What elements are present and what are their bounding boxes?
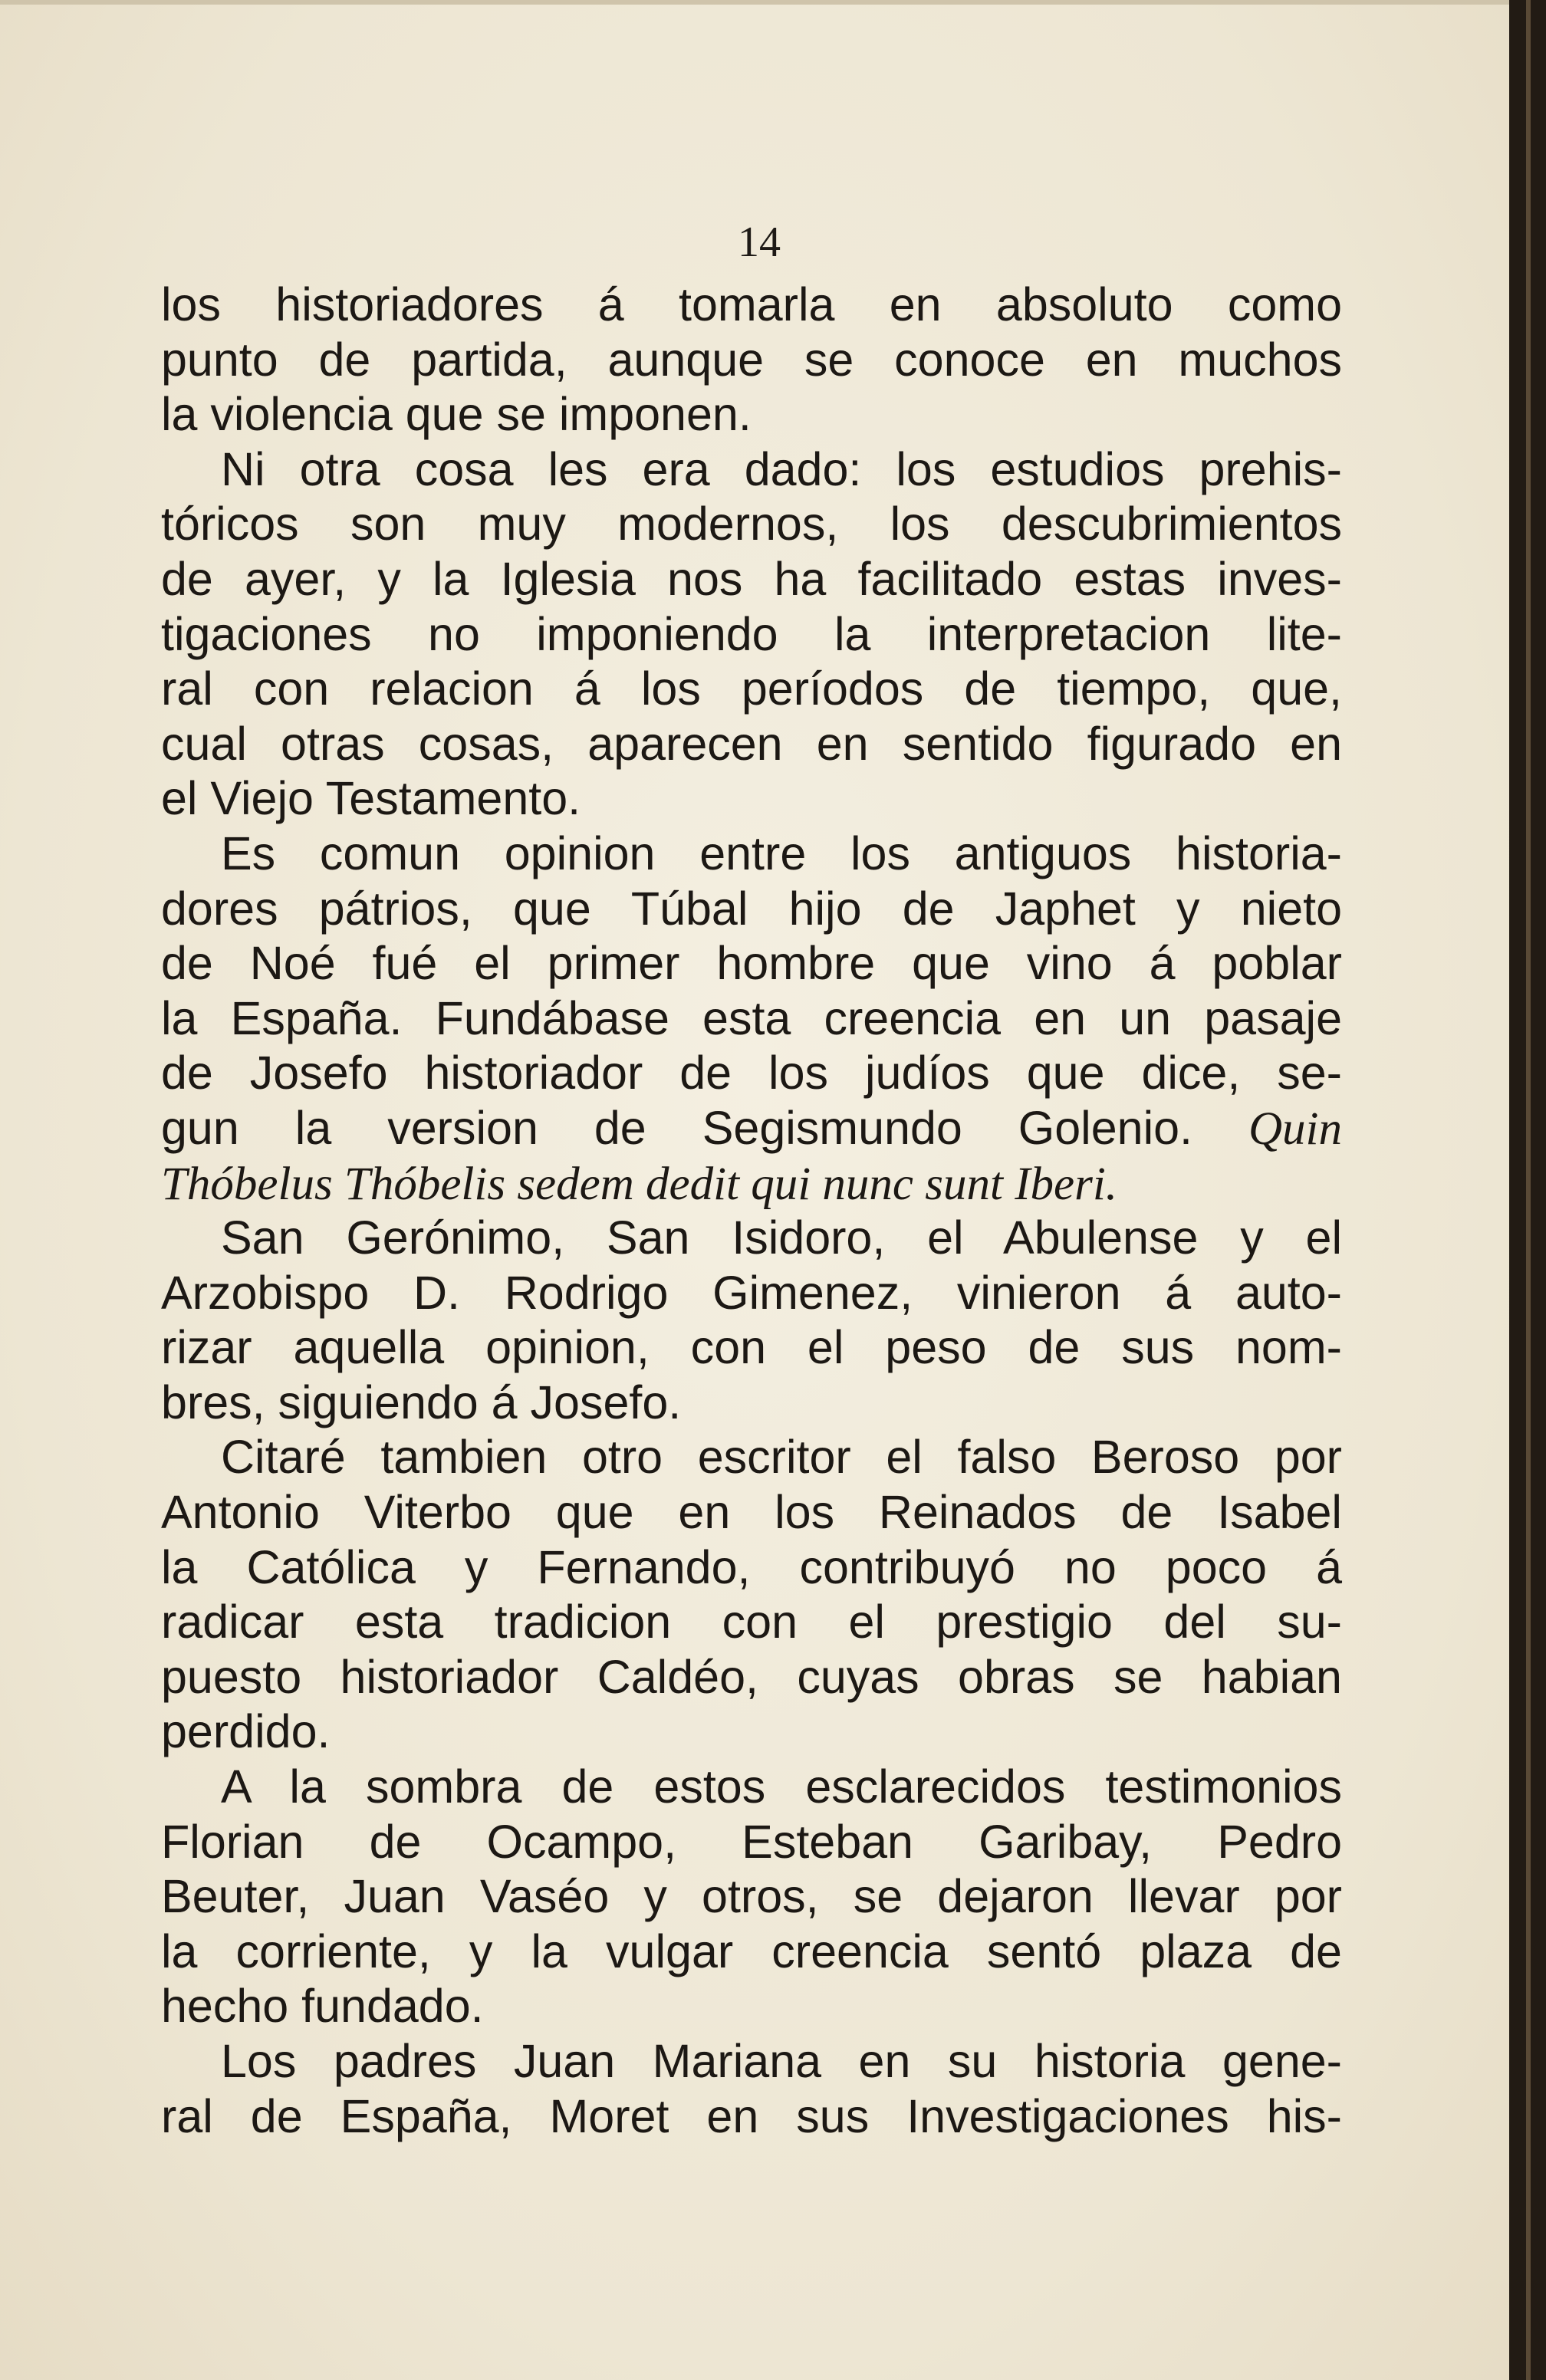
text-segment: bres, siguiendo á Josefo. [161,1376,682,1428]
text-segment: ral con relacion á los períodos de tiempo, que, [161,662,1342,715]
text-segment: Antonio Viterbo que en los Reinados de Isabel [161,1486,1342,1539]
text-segment: ral de España, Moret en sus Investigaciones his- [161,2089,1342,2142]
text-line [161,1266,1342,1321]
text-line [161,882,1342,937]
italic-text-segment: Quin [1248,1103,1342,1155]
text-line [161,827,1342,882]
text-line [161,1485,1342,1540]
text-segment: dores pátrios, que Túbal hijo de Japhet y nieto [161,882,1342,935]
text-segment: Citaré tambien otro escritor el falso Beroso por [221,1431,1342,1484]
text-line [161,1211,1342,1266]
text-segment: rizar aquella opinion, con el peso de sus nom- [161,1321,1342,1374]
text-line [161,1869,1342,1925]
text-segment: de Noé fué el primer hombre que vino á poblar [161,937,1342,990]
text-segment: el Viejo Testamento. [161,772,581,825]
text-line [161,1925,1342,1980]
text-segment: Arzobispo D. Rodrigo Gimenez, vinieron á auto- [161,1266,1342,1319]
text-line [161,497,1342,552]
text-segment: cual otras cosas, aparecen en sentido figurado en [161,717,1342,770]
text-segment: Los padres Juan Mariana en su historia gene- [221,2035,1342,2087]
binding-edge-line [1526,0,1531,2380]
text-line [161,333,1342,388]
text-line [161,1595,1342,1650]
text-line [161,442,1342,498]
text-segment: la violencia que se imponen. [161,388,752,441]
text-segment: de Josefo historiador de los judíos que dice, se- [161,1047,1342,1100]
text-line [161,662,1342,717]
text-line [161,607,1342,662]
text-line [161,1320,1342,1376]
text-line [161,1704,1342,1760]
text-segment: tigaciones no imponiendo la interpretacion lite- [161,607,1342,660]
text-line [161,1760,1342,1815]
text-segment: la corriente, y la vulgar creencia sentó plaza de [161,1925,1342,1977]
text-segment: puesto historiador Caldéo, cuyas obras se habian [161,1650,1342,1703]
text-segment: la España. Fundábase esta creencia en un pasaje [161,991,1342,1044]
page-number: 14 [738,219,781,266]
text-line [161,387,1342,442]
text-line [161,1650,1342,1705]
italic-text-segment: Thóbelus Thóbelis sedem dedit qui nunc sunt Iberi. [161,1158,1118,1210]
text-line [161,1540,1342,1596]
text-line [161,1376,1342,1431]
text-segment: tóricos son muy modernos, los descubrimientos [161,498,1342,551]
text-segment: perdido. [161,1705,331,1758]
text-segment: los historiadores á tomarla en absoluto como [161,278,1342,330]
page-top-edge [0,0,1509,5]
text-segment: hecho fundado. [161,1980,484,2033]
text-line [161,1430,1342,1485]
text-line [161,2089,1342,2145]
text-line [161,278,1342,333]
text-segment: Ni otra cosa les era dado: los estudios prehis- [221,442,1342,495]
text-segment: San Gerónimo, San Isidoro, el Abulense y el [221,1211,1342,1264]
text-line [161,1101,1342,1156]
text-segment: radicar esta tradicion con el prestigio del su- [161,1596,1342,1649]
text-line [161,1156,1342,1211]
text-line [161,1815,1342,1870]
text-line [161,1046,1342,1101]
text-line [161,2034,1342,2089]
text-segment: la Católica y Fernando, contribuyó no poco á [161,1540,1342,1593]
text-segment: Beuter, Juan Vaséo y otros, se dejaron llevar por [161,1870,1342,1923]
body-text [161,278,1342,2144]
text-segment: gun la version de Segismundo Golenio. [161,1101,1248,1154]
text-line [161,936,1342,991]
text-segment: de ayer, y la Iglesia nos ha facilitado estas inves- [161,552,1342,605]
text-segment: punto de partida, aunque se conoce en muchos [161,333,1342,386]
text-segment: Es comun opinion entre los antiguos historia- [221,827,1342,879]
text-line [161,771,1342,827]
text-line [161,552,1342,607]
text-line [161,991,1342,1047]
text-line [161,1979,1342,2034]
text-segment: Florian de Ocampo, Esteban Garibay, Pedro [161,1815,1342,1868]
text-line [161,717,1342,772]
text-segment: A la sombra de estos esclarecidos testimonios [221,1760,1342,1813]
